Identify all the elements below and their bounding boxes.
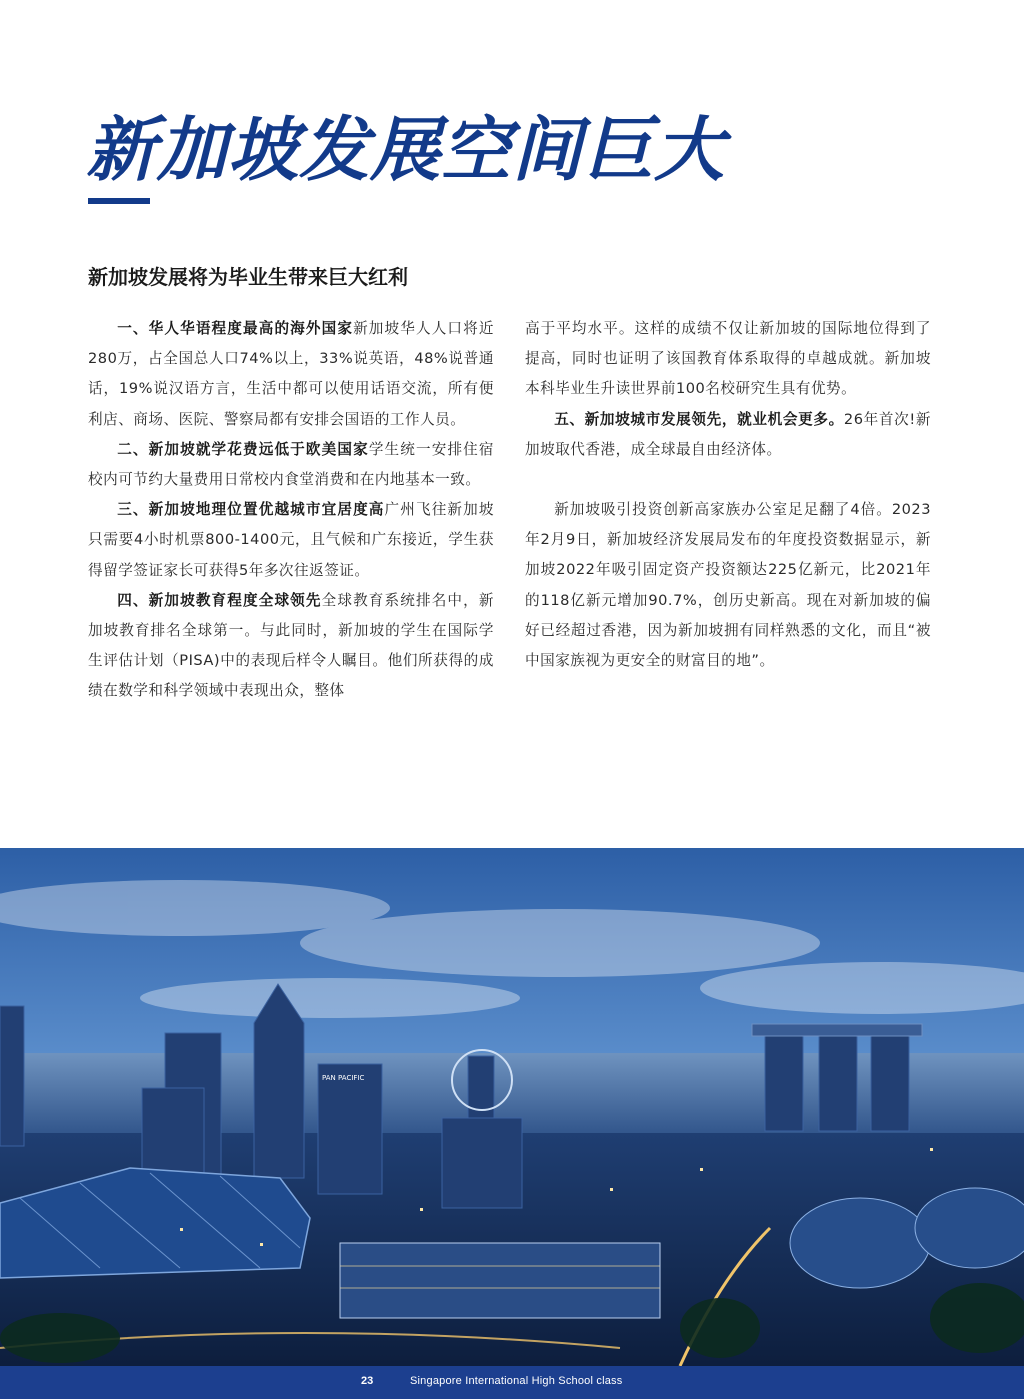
- paragraph-lead: 一、华人华语程度最高的海外国家: [117, 320, 354, 337]
- paragraph-lead: 四、新加坡教育程度全球领先: [117, 591, 322, 609]
- paragraph-lead: 三、新加坡地理位置优越城市宜居度高: [117, 501, 385, 519]
- paragraph-chinese-speaking: [88, 314, 494, 435]
- paragraph-city-development: [525, 405, 931, 465]
- page-number: 23: [361, 1375, 374, 1387]
- page-title: 新加坡发展空间巨大: [86, 109, 725, 191]
- paragraph-lead: 二、新加坡就学花费远低于欧美国家: [117, 440, 369, 458]
- page-footer: [0, 1366, 1024, 1399]
- section-subtitle: 新加坡发展将为毕业生带来巨大红利: [88, 265, 408, 289]
- paragraph-body: 学生统一安排住宿校内可节约大量费用日常校内食堂消费和在内地基本一致。: [88, 440, 494, 489]
- paragraph-education-continued: 高于平均水平。这样的成绩不仅让新加坡的国际地位得到了提高，同时也证明了该国教育体系取得的卓越成就。新加坡本科毕业生升读世界前100名校研究生具有优势。: [525, 320, 931, 398]
- left-column: [88, 314, 494, 707]
- paragraph-investment: 新加坡吸引投资创新高家族办公室足足翻了4倍。2023年2月9日，新加坡经济发展局发布的年度投资数据显示，新加坡2022年吸引固定资产投资额达225亿新元，比2021年的118亿新元增加90.7%，创历史新高。现在对新加坡的偏好已经超过香港，因为新加坡拥有同样熟悉的文化，而且“被中国家族视为更安全的财富目的地”。: [525, 501, 931, 670]
- paragraph-body: 广州飞往新加坡只需要4小时机票800-1400元，且气候和广东接近，学生获得留学签证家长可获得5年多次往返签证。: [88, 501, 494, 579]
- paragraph-body: 新加坡华人人口将近280万，占全国总人口74%以上，33%说英语，48%说普通话，19%说汉语方言，生活中都可以使用话语交流，所有便利店、商场、医院、警察局都有安排会国语的工作人员。: [88, 320, 494, 428]
- title-underline: [88, 198, 150, 204]
- paragraph-lead: 五、新加坡城市发展领先，就业机会更多。: [554, 410, 844, 428]
- footer-caption: Singapore International High School class: [410, 1375, 623, 1387]
- paragraph-education: [88, 586, 494, 707]
- right-column: [525, 314, 931, 676]
- building-sign: PAN PACIFIC: [322, 1074, 365, 1082]
- paragraph-body: 26年首次!新加坡取代香港，成全球最自由经济体。: [525, 410, 931, 458]
- paragraph-body: 全球教育系统排名中，新加坡教育排名全球第一。与此同时，新加坡的学生在国际学生评估计划（PISA)中的表现后样令人瞩目。他们所获得的成绩在数学和科学领域中表现出众，整体: [88, 591, 494, 700]
- paragraph-location: [88, 495, 494, 586]
- paragraph-cost: [88, 435, 494, 495]
- singapore-skyline-photo: [0, 848, 1024, 1366]
